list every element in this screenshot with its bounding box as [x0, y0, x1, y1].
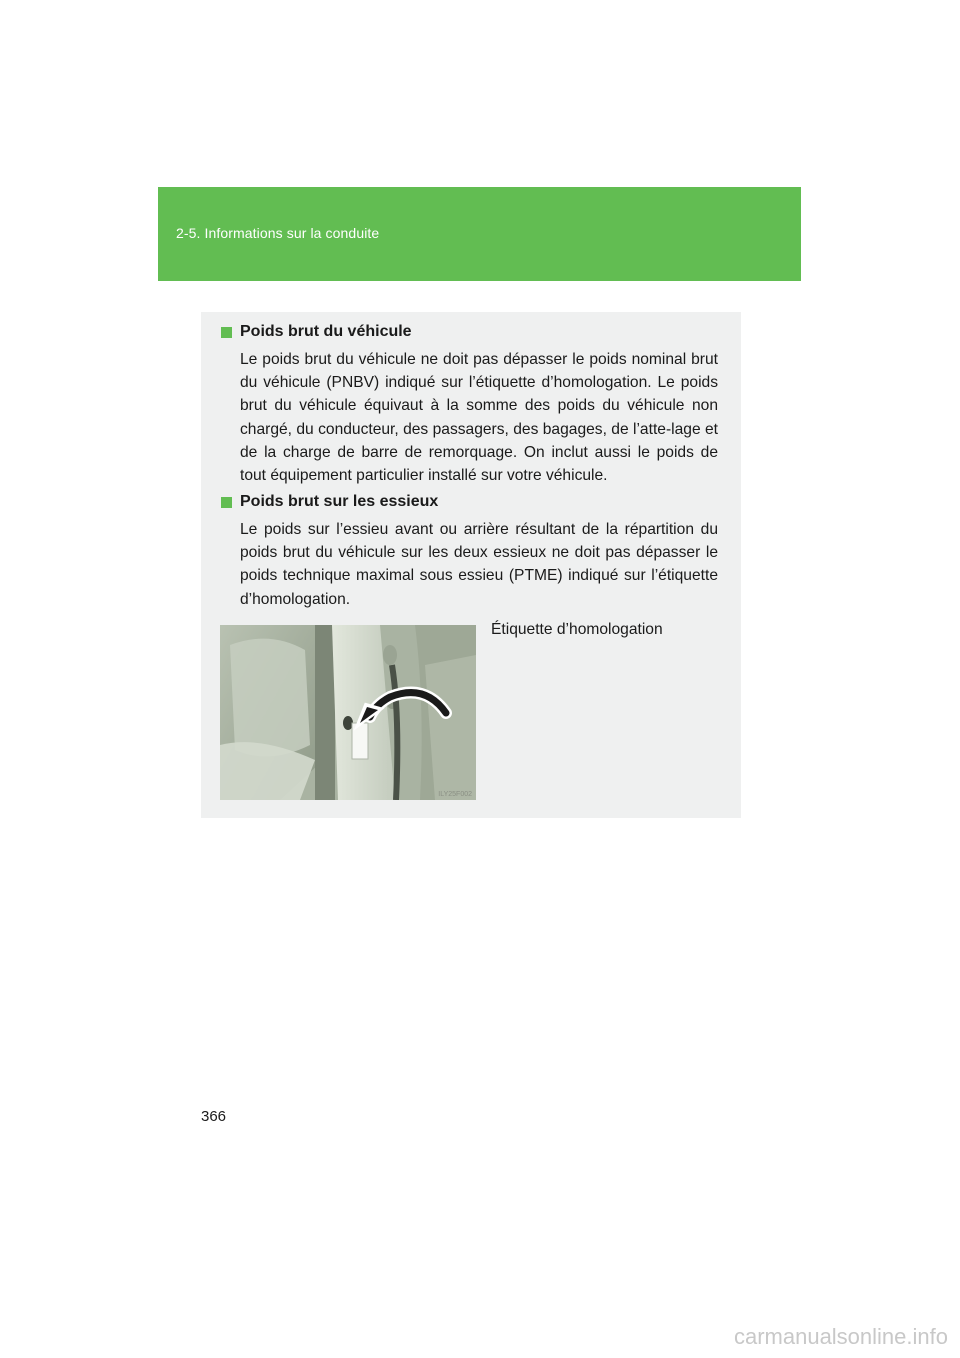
item-body-gross-weight: Le poids brut du véhicule ne doit pas dépasser le poids nominal brut du véhicule (PNBV) indiqué sur l’étiquette d’homologation. Le poids brut du véhicule équivaut à la somme des poids du véhicule non chargé, du conducteur, des passagers, des bagages, de l’atte-lage et de la charge de barre de remorquage. On inclut aussi le poids de tout équipement particulier installé sur votre véhicule.	[240, 351, 718, 485]
section-title: 2-5. Informations sur la conduite	[176, 225, 380, 241]
item-heading-text: Poids brut du véhicule	[240, 323, 412, 340]
content-box	[201, 312, 741, 818]
section-header-band	[158, 187, 801, 281]
item-body-axle-weight: Le poids sur l’essieu avant ou arrière résultant de la répartition du poids brut du véhicule sur les deux essieux ne doit pas dépasser le poids technique maximal sous essieu (PTME) indiqué sur l’étiquette d’homologation.	[240, 521, 718, 608]
figure-caption: Étiquette d’homologation	[491, 621, 663, 638]
door-pillar-illustration	[220, 625, 476, 800]
green-square-icon	[221, 327, 232, 338]
item-heading-gross-weight	[221, 323, 412, 341]
item-heading-axle-weight	[221, 493, 438, 511]
item-heading-text: Poids brut sur les essieux	[240, 493, 439, 510]
watermark: carmanualsonline.info	[733, 1324, 948, 1349]
green-square-icon	[221, 497, 232, 508]
figure-code: ILY25F002	[438, 791, 472, 798]
page-number: 366	[201, 1108, 227, 1125]
door-pillar-label-photo	[220, 625, 476, 800]
